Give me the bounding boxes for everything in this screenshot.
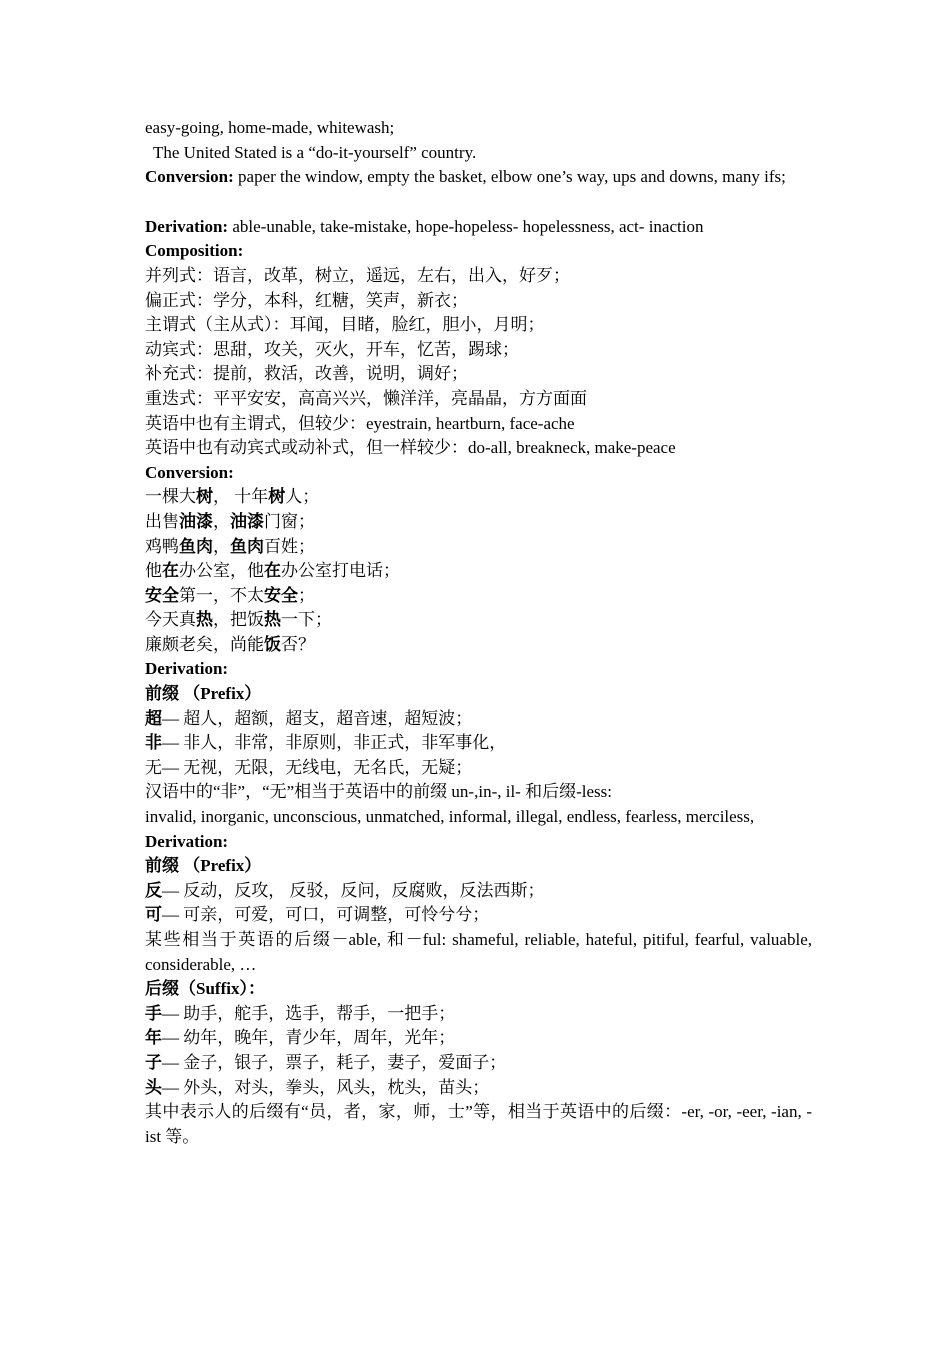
conversion-label: Conversion: bbox=[145, 167, 234, 187]
prefix-line: 反— 反动，反攻， 反驳，反问，反腐败，反法西斯； bbox=[145, 880, 545, 900]
example-line: 鸡鸭鱼肉，鱼肉百姓； bbox=[145, 536, 315, 556]
prefix-line: 可— 可亲，可爱，可口，可调整，可怜兮兮； bbox=[145, 905, 490, 925]
example-line: 廉颇老矣，尚能饭否？ bbox=[145, 634, 315, 654]
prefix-line: 非— 非人，非常，非原则，非正式，非军事化， bbox=[145, 733, 507, 753]
text-line: Conversion: paper the window, empty the basket, elbow one’s way, ups and downs, many ifs; bbox=[145, 167, 786, 187]
text-line: The United Stated is a “do-it-yourself” country. bbox=[153, 142, 477, 162]
prefix-line: 无— 无视，无限，无线电，无名氏，无疑； bbox=[145, 757, 473, 777]
suffix-line: 手— 助手，舵手，选手，帮手，一把手； bbox=[145, 1003, 456, 1023]
example-line: 他在办公室，他在办公室打电话； bbox=[145, 561, 400, 581]
text-line: invalid, inorganic, unconscious, unmatched, informal, illegal, endless, fearless, merciless, bbox=[145, 807, 755, 827]
section-heading: Derivation: bbox=[145, 831, 229, 851]
example-line: 出售油漆，油漆门窗； bbox=[145, 511, 315, 531]
text-line: 偏正式：学分，本科，红糖，笑声，新衣； bbox=[145, 290, 468, 310]
text-line: 英语中也有主谓式，但较少：eyestrain, heartburn, face-ache bbox=[145, 413, 575, 433]
example-line: 安全第一，不太安全； bbox=[145, 585, 315, 605]
suffix-line: 子— 金子，银子，票子，耗子，妻子，爱面子； bbox=[145, 1052, 507, 1072]
document-page bbox=[145, 116, 812, 1149]
text-line: 其中表示人的后缀有“员，者，家，师，士”等，相当于英语中的后缀：-er, -or, -eer, -ian, -ist 等。 bbox=[145, 1102, 812, 1146]
text-line: 汉语中的“非”，“无”相当于英语中的前缀 un-,in-, il- 和后缀-less: bbox=[145, 782, 612, 802]
text-line: 补充式：提前，救活，改善，说明，调好； bbox=[145, 364, 468, 384]
example-line: 一棵大树， 十年树人； bbox=[145, 487, 320, 507]
derivation-label: Derivation: bbox=[145, 216, 229, 236]
text-line: 动宾式：思甜，攻关，灭火，开车，忆苦，踢球； bbox=[145, 339, 519, 359]
subsection-heading: 前缀 （Prefix） bbox=[145, 684, 262, 704]
example-line: 今天真热，把饭热一下； bbox=[145, 610, 332, 630]
suffix-line: 年— 幼年，晚年，青少年，周年，光年； bbox=[145, 1028, 456, 1048]
suffix-line: 头— 外头，对头，拳头，风头，枕头，苗头； bbox=[145, 1077, 490, 1097]
subsection-heading: 前缀 （Prefix） bbox=[145, 856, 262, 876]
text-line: 某些相当于英语的后缀－able, 和－ful: shameful, reliable, hateful, pitiful, fearful, valuable, considerable, … bbox=[145, 930, 812, 974]
section-heading: Conversion: bbox=[145, 462, 234, 482]
text-line: easy-going, home-made, whitewash; bbox=[145, 118, 395, 137]
subsection-heading: 后缀（Suffix）： bbox=[145, 979, 265, 999]
prefix-line: 超— 超人，超额，超支，超音速，超短波； bbox=[145, 708, 473, 728]
text-line: Derivation: able-unable, take-mistake, hope-hopeless- hopelessness, act- inaction bbox=[145, 216, 704, 236]
text-line: 并列式：语言，改革，树立，遥远，左右，出入，好歹； bbox=[145, 265, 570, 285]
text-line: 主谓式（主从式）：耳闻，目睹，脸红，胆小，月明； bbox=[145, 315, 545, 335]
section-heading: Derivation: bbox=[145, 659, 229, 679]
section-heading: Composition: bbox=[145, 241, 244, 261]
text-line: 重迭式：平平安安，高高兴兴，懒洋洋，亮晶晶，方方面面 bbox=[145, 388, 587, 408]
text-line: 英语中也有动宾式或动补式，但一样较少：do-all, breakneck, make-peace bbox=[145, 438, 676, 458]
